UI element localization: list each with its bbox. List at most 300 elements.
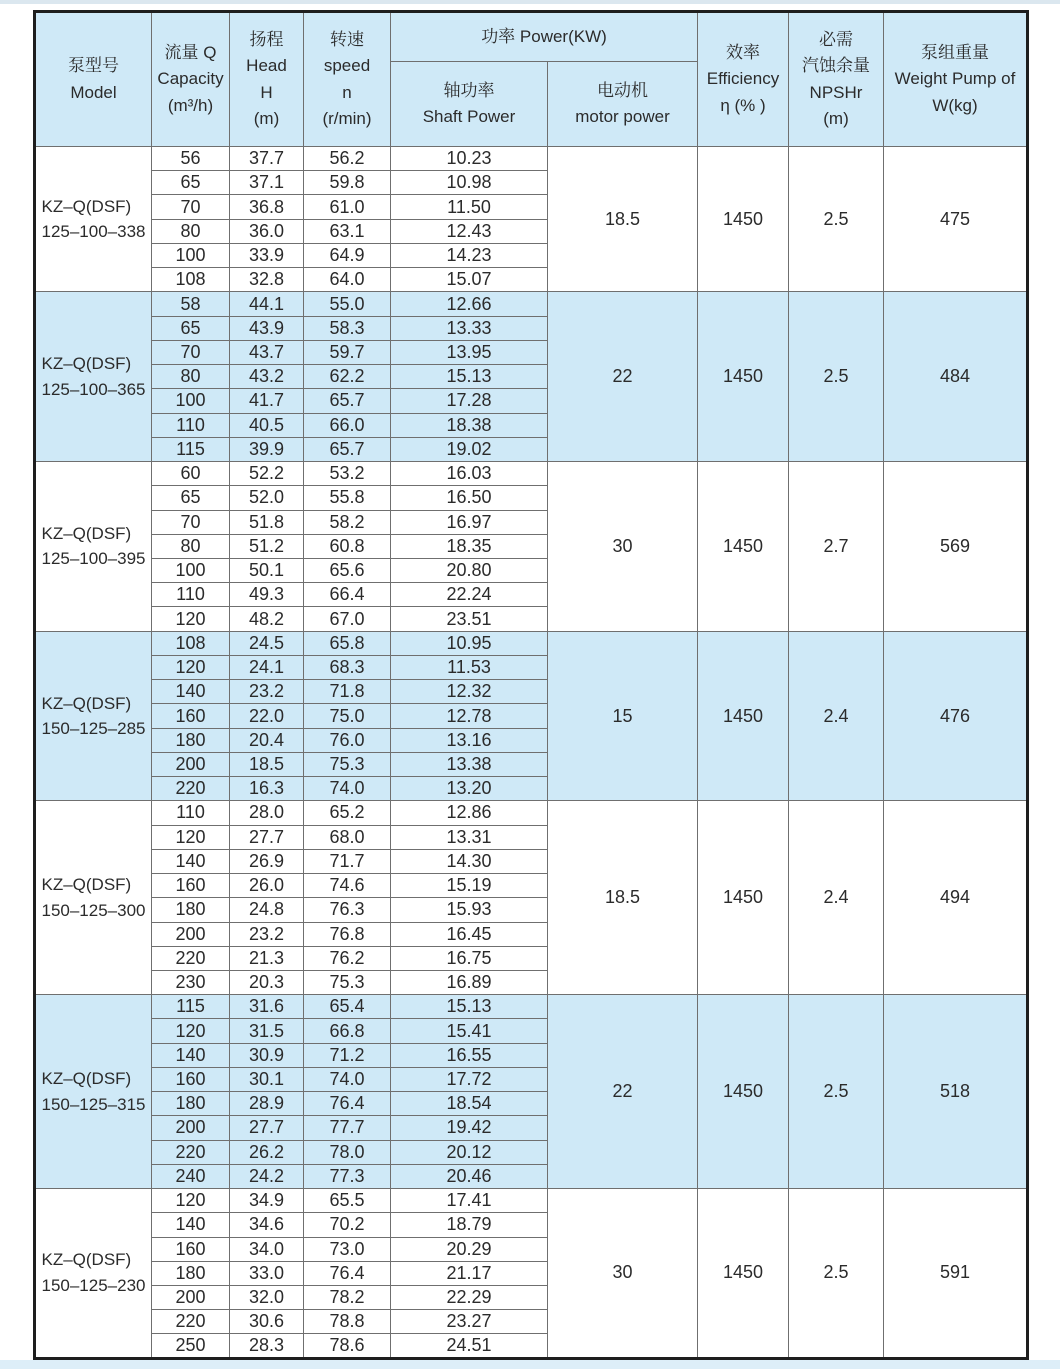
capacity-cell: 200 bbox=[152, 1286, 230, 1310]
capacity-cell: 110 bbox=[152, 583, 230, 607]
head-cell: 28.3 bbox=[230, 1334, 304, 1358]
npshr-cell: 2.5 bbox=[789, 147, 884, 292]
capacity-cell: 220 bbox=[152, 1140, 230, 1164]
model-label bbox=[41, 872, 145, 923]
capacity-cell: 70 bbox=[152, 510, 230, 534]
capacity-cell: 108 bbox=[152, 631, 230, 655]
model-cell bbox=[35, 801, 152, 995]
shaft-power-cell: 21.17 bbox=[391, 1261, 548, 1285]
speed-cell: 61.0 bbox=[304, 195, 391, 219]
shaft-power-cell: 17.28 bbox=[391, 389, 548, 413]
capacity-cell: 220 bbox=[152, 1310, 230, 1334]
shaft-power-cell: 10.98 bbox=[391, 171, 548, 195]
speed-cell: 77.3 bbox=[304, 1164, 391, 1188]
shaft-power-cell: 15.41 bbox=[391, 1019, 548, 1043]
shaft-power-cell: 12.78 bbox=[391, 704, 548, 728]
shaft-power-cell: 10.95 bbox=[391, 631, 548, 655]
shaft-power-cell: 16.55 bbox=[391, 1043, 548, 1067]
model-line-size: 150–125–230 bbox=[41, 1275, 146, 1295]
motor-power-cell: 15 bbox=[548, 631, 698, 801]
motor-power-cell: 22 bbox=[548, 292, 698, 462]
header-shaft-power-en: Shaft Power bbox=[422, 107, 516, 126]
capacity-cell: 100 bbox=[152, 389, 230, 413]
shaft-power-cell: 16.89 bbox=[391, 970, 548, 994]
capacity-cell: 230 bbox=[152, 970, 230, 994]
speed-cell: 65.8 bbox=[304, 631, 391, 655]
speed-cell: 71.7 bbox=[304, 849, 391, 873]
model-label bbox=[41, 1247, 145, 1298]
weight-cell: 475 bbox=[884, 147, 1028, 292]
shaft-power-cell: 16.03 bbox=[391, 462, 548, 486]
capacity-cell: 80 bbox=[152, 365, 230, 389]
shaft-power-cell: 16.45 bbox=[391, 922, 548, 946]
model-label bbox=[41, 1066, 145, 1117]
model-label bbox=[41, 521, 145, 572]
shaft-power-cell: 16.75 bbox=[391, 946, 548, 970]
model-line-size: 150–125–285 bbox=[41, 719, 146, 738]
shaft-power-cell: 13.38 bbox=[391, 752, 548, 776]
header-head-unit: (m) bbox=[253, 108, 280, 128]
shaft-power-cell: 16.50 bbox=[391, 486, 548, 510]
shaft-power-cell: 11.53 bbox=[391, 655, 548, 679]
shaft-power-cell: 22.29 bbox=[391, 1286, 548, 1310]
head-cell: 32.8 bbox=[230, 268, 304, 292]
table-row bbox=[35, 292, 1028, 316]
speed-cell: 74.6 bbox=[304, 874, 391, 898]
speed-cell: 65.7 bbox=[304, 389, 391, 413]
shaft-power-cell: 12.66 bbox=[391, 292, 548, 316]
shaft-power-cell: 18.54 bbox=[391, 1092, 548, 1116]
shaft-power-cell: 15.13 bbox=[391, 995, 548, 1019]
speed-cell: 65.2 bbox=[304, 801, 391, 825]
head-cell: 22.0 bbox=[230, 704, 304, 728]
head-cell: 37.7 bbox=[230, 147, 304, 171]
head-cell: 44.1 bbox=[230, 292, 304, 316]
header-npshr-en: NPSHr bbox=[809, 82, 863, 102]
efficiency-cell: 1450 bbox=[698, 292, 789, 462]
head-cell: 39.9 bbox=[230, 437, 304, 461]
capacity-cell: 120 bbox=[152, 825, 230, 849]
speed-cell: 60.8 bbox=[304, 534, 391, 558]
capacity-cell: 200 bbox=[152, 752, 230, 776]
capacity-cell: 56 bbox=[152, 147, 230, 171]
shaft-power-cell: 15.19 bbox=[391, 874, 548, 898]
capacity-cell: 80 bbox=[152, 219, 230, 243]
capacity-cell: 180 bbox=[152, 1261, 230, 1285]
header-capacity-unit: (m³/h) bbox=[167, 95, 214, 115]
shaft-power-cell: 13.20 bbox=[391, 777, 548, 801]
capacity-cell: 65 bbox=[152, 316, 230, 340]
head-cell: 50.1 bbox=[230, 558, 304, 582]
head-cell: 52.2 bbox=[230, 462, 304, 486]
head-cell: 23.2 bbox=[230, 922, 304, 946]
speed-cell: 71.2 bbox=[304, 1043, 391, 1067]
head-cell: 31.6 bbox=[230, 995, 304, 1019]
speed-cell: 75.3 bbox=[304, 970, 391, 994]
weight-cell: 476 bbox=[884, 631, 1028, 801]
efficiency-cell: 1450 bbox=[698, 462, 789, 632]
npshr-cell: 2.4 bbox=[789, 631, 884, 801]
capacity-cell: 100 bbox=[152, 243, 230, 267]
shaft-power-cell: 20.80 bbox=[391, 558, 548, 582]
header-shaft-power-zh: 轴功率 bbox=[443, 80, 495, 100]
speed-cell: 62.2 bbox=[304, 365, 391, 389]
speed-cell: 68.0 bbox=[304, 825, 391, 849]
speed-cell: 59.7 bbox=[304, 340, 391, 364]
head-cell: 26.2 bbox=[230, 1140, 304, 1164]
npshr-cell: 2.5 bbox=[789, 1189, 884, 1359]
head-cell: 32.0 bbox=[230, 1286, 304, 1310]
shaft-power-cell: 23.27 bbox=[391, 1310, 548, 1334]
shaft-power-cell: 14.23 bbox=[391, 243, 548, 267]
head-cell: 21.3 bbox=[230, 946, 304, 970]
model-line-size: 125–100–338 bbox=[41, 222, 146, 242]
head-cell: 37.1 bbox=[230, 171, 304, 195]
head-cell: 20.3 bbox=[230, 970, 304, 994]
speed-cell: 78.8 bbox=[304, 1310, 391, 1334]
header-weight bbox=[884, 12, 1028, 147]
pump-spec-table bbox=[33, 10, 1029, 1360]
npshr-cell: 2.5 bbox=[789, 292, 884, 462]
model-line-size: 150–125–300 bbox=[41, 900, 146, 920]
table-row bbox=[35, 462, 1028, 486]
header-weight-zh: 泵组重量 bbox=[921, 42, 989, 62]
speed-cell: 76.4 bbox=[304, 1092, 391, 1116]
weight-cell: 484 bbox=[884, 292, 1028, 462]
head-cell: 49.3 bbox=[230, 583, 304, 607]
head-cell: 26.9 bbox=[230, 849, 304, 873]
header-weight-en: Weight Pump of bbox=[894, 69, 1016, 89]
speed-cell: 65.6 bbox=[304, 558, 391, 582]
table-row bbox=[35, 995, 1028, 1019]
capacity-cell: 220 bbox=[152, 946, 230, 970]
weight-cell: 494 bbox=[884, 801, 1028, 995]
table-body bbox=[35, 147, 1028, 1359]
motor-power-cell: 18.5 bbox=[548, 801, 698, 995]
head-cell: 48.2 bbox=[230, 607, 304, 631]
speed-cell: 70.2 bbox=[304, 1213, 391, 1237]
header-head bbox=[230, 12, 304, 147]
capacity-cell: 70 bbox=[152, 340, 230, 364]
header-model bbox=[35, 12, 152, 147]
head-cell: 24.5 bbox=[230, 631, 304, 655]
model-line-size: 125–100–365 bbox=[41, 379, 146, 399]
head-cell: 16.3 bbox=[230, 777, 304, 801]
speed-cell: 65.5 bbox=[304, 1189, 391, 1213]
head-cell: 43.7 bbox=[230, 340, 304, 364]
head-cell: 36.8 bbox=[230, 195, 304, 219]
motor-power-cell: 18.5 bbox=[548, 147, 698, 292]
capacity-cell: 140 bbox=[152, 849, 230, 873]
header-npshr-unit: (m) bbox=[823, 108, 849, 128]
table-row bbox=[35, 801, 1028, 825]
header-model-en: Model bbox=[70, 82, 117, 102]
capacity-cell: 220 bbox=[152, 777, 230, 801]
capacity-cell: 80 bbox=[152, 534, 230, 558]
speed-cell: 78.2 bbox=[304, 1286, 391, 1310]
model-line-size: 125–100–395 bbox=[41, 549, 146, 569]
capacity-cell: 180 bbox=[152, 898, 230, 922]
speed-cell: 65.7 bbox=[304, 437, 391, 461]
header-efficiency-zh: 效率 bbox=[726, 42, 760, 62]
head-cell: 33.9 bbox=[230, 243, 304, 267]
speed-cell: 64.0 bbox=[304, 268, 391, 292]
head-cell: 23.2 bbox=[230, 680, 304, 704]
shaft-power-cell: 18.38 bbox=[391, 413, 548, 437]
head-cell: 51.8 bbox=[230, 510, 304, 534]
head-cell: 24.8 bbox=[230, 898, 304, 922]
model-cell bbox=[35, 292, 152, 462]
shaft-power-cell: 17.72 bbox=[391, 1067, 548, 1091]
shaft-power-cell: 17.41 bbox=[391, 1189, 548, 1213]
model-line-series: KZ–Q(DSF) bbox=[41, 354, 132, 374]
speed-cell: 55.8 bbox=[304, 486, 391, 510]
shaft-power-cell: 15.93 bbox=[391, 898, 548, 922]
shaft-power-cell: 15.07 bbox=[391, 268, 548, 292]
head-cell: 24.2 bbox=[230, 1164, 304, 1188]
header-speed-zh: 转速 bbox=[330, 29, 364, 49]
table-row bbox=[35, 631, 1028, 655]
npshr-cell: 2.5 bbox=[789, 995, 884, 1189]
speed-cell: 78.6 bbox=[304, 1334, 391, 1358]
shaft-power-cell: 18.79 bbox=[391, 1213, 548, 1237]
shaft-power-cell: 15.13 bbox=[391, 365, 548, 389]
model-label bbox=[41, 691, 145, 742]
model-line-size: 150–125–315 bbox=[41, 1094, 146, 1114]
model-line-series: KZ–Q(DSF) bbox=[41, 1069, 132, 1089]
speed-cell: 76.8 bbox=[304, 922, 391, 946]
shaft-power-cell: 11.50 bbox=[391, 195, 548, 219]
speed-cell: 59.8 bbox=[304, 171, 391, 195]
capacity-cell: 200 bbox=[152, 922, 230, 946]
header-capacity bbox=[152, 12, 230, 147]
header-capacity-en: Capacity bbox=[157, 69, 224, 89]
capacity-cell: 108 bbox=[152, 268, 230, 292]
speed-cell: 76.4 bbox=[304, 1261, 391, 1285]
head-cell: 26.0 bbox=[230, 874, 304, 898]
capacity-cell: 100 bbox=[152, 558, 230, 582]
speed-cell: 63.1 bbox=[304, 219, 391, 243]
shaft-power-cell: 12.43 bbox=[391, 219, 548, 243]
speed-cell: 68.3 bbox=[304, 655, 391, 679]
model-line-series: KZ–Q(DSF) bbox=[41, 693, 132, 713]
speed-cell: 74.0 bbox=[304, 777, 391, 801]
capacity-cell: 65 bbox=[152, 486, 230, 510]
capacity-cell: 110 bbox=[152, 413, 230, 437]
head-cell: 28.9 bbox=[230, 1092, 304, 1116]
efficiency-cell: 1450 bbox=[698, 631, 789, 801]
shaft-power-cell: 18.35 bbox=[391, 534, 548, 558]
shaft-power-cell: 12.86 bbox=[391, 801, 548, 825]
speed-cell: 55.0 bbox=[304, 292, 391, 316]
head-cell: 34.6 bbox=[230, 1213, 304, 1237]
model-line-series: KZ–Q(DSF) bbox=[41, 1250, 132, 1270]
model-label bbox=[41, 194, 145, 245]
capacity-cell: 60 bbox=[152, 462, 230, 486]
efficiency-cell: 1450 bbox=[698, 801, 789, 995]
capacity-cell: 115 bbox=[152, 995, 230, 1019]
shaft-power-cell: 22.24 bbox=[391, 583, 548, 607]
shaft-power-cell: 13.95 bbox=[391, 340, 548, 364]
efficiency-cell: 1450 bbox=[698, 1189, 789, 1359]
header-efficiency bbox=[698, 12, 789, 147]
shaft-power-cell: 16.97 bbox=[391, 510, 548, 534]
header-motor-power-en: motor power bbox=[575, 107, 670, 126]
speed-cell: 71.8 bbox=[304, 680, 391, 704]
model-line-series: KZ–Q(DSF) bbox=[41, 523, 132, 543]
header-head-zh: 扬程 bbox=[249, 29, 284, 49]
shaft-power-cell: 10.23 bbox=[391, 147, 548, 171]
head-cell: 43.2 bbox=[230, 365, 304, 389]
shaft-power-cell: 13.33 bbox=[391, 316, 548, 340]
capacity-cell: 200 bbox=[152, 1116, 230, 1140]
table-row bbox=[35, 147, 1028, 171]
motor-power-cell: 30 bbox=[548, 1189, 698, 1359]
header-model-zh: 泵型号 bbox=[68, 56, 119, 76]
capacity-cell: 110 bbox=[152, 801, 230, 825]
model-cell bbox=[35, 995, 152, 1189]
speed-cell: 76.0 bbox=[304, 728, 391, 752]
shaft-power-cell: 13.31 bbox=[391, 825, 548, 849]
speed-cell: 58.2 bbox=[304, 510, 391, 534]
speed-cell: 56.2 bbox=[304, 147, 391, 171]
npshr-cell: 2.7 bbox=[789, 462, 884, 632]
capacity-cell: 140 bbox=[152, 1043, 230, 1067]
capacity-cell: 160 bbox=[152, 1237, 230, 1261]
capacity-cell: 120 bbox=[152, 607, 230, 631]
head-cell: 34.0 bbox=[230, 1237, 304, 1261]
capacity-cell: 160 bbox=[152, 704, 230, 728]
speed-cell: 65.4 bbox=[304, 995, 391, 1019]
header-efficiency-en: Efficiency bbox=[706, 69, 780, 89]
head-cell: 24.1 bbox=[230, 655, 304, 679]
head-cell: 43.9 bbox=[230, 316, 304, 340]
shaft-power-cell: 14.30 bbox=[391, 849, 548, 873]
capacity-cell: 180 bbox=[152, 728, 230, 752]
speed-cell: 58.3 bbox=[304, 316, 391, 340]
head-cell: 27.7 bbox=[230, 1116, 304, 1140]
speed-cell: 66.8 bbox=[304, 1019, 391, 1043]
speed-cell: 53.2 bbox=[304, 462, 391, 486]
capacity-cell: 120 bbox=[152, 655, 230, 679]
header-head-en: Head bbox=[246, 56, 287, 76]
head-cell: 40.5 bbox=[230, 413, 304, 437]
header-npshr bbox=[789, 12, 884, 147]
header-weight-unit: W(kg) bbox=[932, 95, 978, 115]
header-power-group: 功率 Power(KW) bbox=[391, 12, 698, 62]
page-margin-strip-bottom bbox=[0, 1360, 1060, 1369]
head-cell: 34.9 bbox=[230, 1189, 304, 1213]
efficiency-cell: 1450 bbox=[698, 995, 789, 1189]
head-cell: 41.7 bbox=[230, 389, 304, 413]
speed-cell: 77.7 bbox=[304, 1116, 391, 1140]
motor-power-cell: 22 bbox=[548, 995, 698, 1189]
npshr-cell: 2.4 bbox=[789, 801, 884, 995]
header-motor-power bbox=[548, 62, 698, 147]
speed-cell: 78.0 bbox=[304, 1140, 391, 1164]
capacity-cell: 250 bbox=[152, 1334, 230, 1358]
header-speed-en: speed bbox=[323, 56, 371, 76]
speed-cell: 66.4 bbox=[304, 583, 391, 607]
capacity-cell: 160 bbox=[152, 874, 230, 898]
page-margin-strip-top bbox=[0, 0, 1060, 4]
head-cell: 51.2 bbox=[230, 534, 304, 558]
header-speed-symbol: n bbox=[342, 82, 352, 102]
header-npshr-zh2: 汽蚀余量 bbox=[802, 56, 870, 76]
model-cell bbox=[35, 1189, 152, 1359]
shaft-power-cell: 12.32 bbox=[391, 680, 548, 704]
header-npshr-zh1: 必需 bbox=[819, 29, 853, 49]
shaft-power-cell: 13.16 bbox=[391, 728, 548, 752]
capacity-cell: 140 bbox=[152, 1213, 230, 1237]
header-row-top bbox=[35, 12, 1028, 62]
shaft-power-cell: 19.02 bbox=[391, 437, 548, 461]
head-cell: 33.0 bbox=[230, 1261, 304, 1285]
weight-cell: 591 bbox=[884, 1189, 1028, 1359]
speed-cell: 74.0 bbox=[304, 1067, 391, 1091]
capacity-cell: 180 bbox=[152, 1092, 230, 1116]
efficiency-cell: 1450 bbox=[698, 147, 789, 292]
weight-cell: 518 bbox=[884, 995, 1028, 1189]
head-cell: 36.0 bbox=[230, 219, 304, 243]
speed-cell: 67.0 bbox=[304, 607, 391, 631]
speed-cell: 76.2 bbox=[304, 946, 391, 970]
capacity-cell: 240 bbox=[152, 1164, 230, 1188]
capacity-cell: 65 bbox=[152, 171, 230, 195]
head-cell: 52.0 bbox=[230, 486, 304, 510]
header-speed-unit: (r/min) bbox=[322, 108, 372, 128]
capacity-cell: 140 bbox=[152, 680, 230, 704]
head-cell: 18.5 bbox=[230, 752, 304, 776]
capacity-cell: 120 bbox=[152, 1019, 230, 1043]
model-line-series: KZ–Q(DSF) bbox=[41, 875, 132, 895]
shaft-power-cell: 24.51 bbox=[391, 1334, 548, 1358]
head-cell: 31.5 bbox=[230, 1019, 304, 1043]
weight-cell: 569 bbox=[884, 462, 1028, 632]
shaft-power-cell: 20.29 bbox=[391, 1237, 548, 1261]
header-shaft-power bbox=[391, 62, 548, 147]
table-row bbox=[35, 1189, 1028, 1213]
model-cell bbox=[35, 462, 152, 632]
head-cell: 30.6 bbox=[230, 1310, 304, 1334]
header-speed bbox=[304, 12, 391, 147]
capacity-cell: 70 bbox=[152, 195, 230, 219]
model-cell bbox=[35, 147, 152, 292]
shaft-power-cell: 20.12 bbox=[391, 1140, 548, 1164]
shaft-power-cell: 19.42 bbox=[391, 1116, 548, 1140]
shaft-power-cell: 23.51 bbox=[391, 607, 548, 631]
head-cell: 20.4 bbox=[230, 728, 304, 752]
speed-cell: 73.0 bbox=[304, 1237, 391, 1261]
capacity-cell: 120 bbox=[152, 1189, 230, 1213]
header-efficiency-unit: η (% ) bbox=[720, 95, 766, 115]
table-header bbox=[35, 12, 1028, 147]
head-cell: 28.0 bbox=[230, 801, 304, 825]
head-cell: 30.9 bbox=[230, 1043, 304, 1067]
capacity-cell: 58 bbox=[152, 292, 230, 316]
motor-power-cell: 30 bbox=[548, 462, 698, 632]
shaft-power-cell: 20.46 bbox=[391, 1164, 548, 1188]
speed-cell: 75.3 bbox=[304, 752, 391, 776]
header-capacity-zh: 流量 Q bbox=[164, 42, 217, 62]
head-cell: 27.7 bbox=[230, 825, 304, 849]
model-label bbox=[41, 351, 145, 402]
speed-cell: 75.0 bbox=[304, 704, 391, 728]
model-line-series: KZ–Q(DSF) bbox=[41, 196, 132, 216]
speed-cell: 64.9 bbox=[304, 243, 391, 267]
speed-cell: 66.0 bbox=[304, 413, 391, 437]
capacity-cell: 115 bbox=[152, 437, 230, 461]
